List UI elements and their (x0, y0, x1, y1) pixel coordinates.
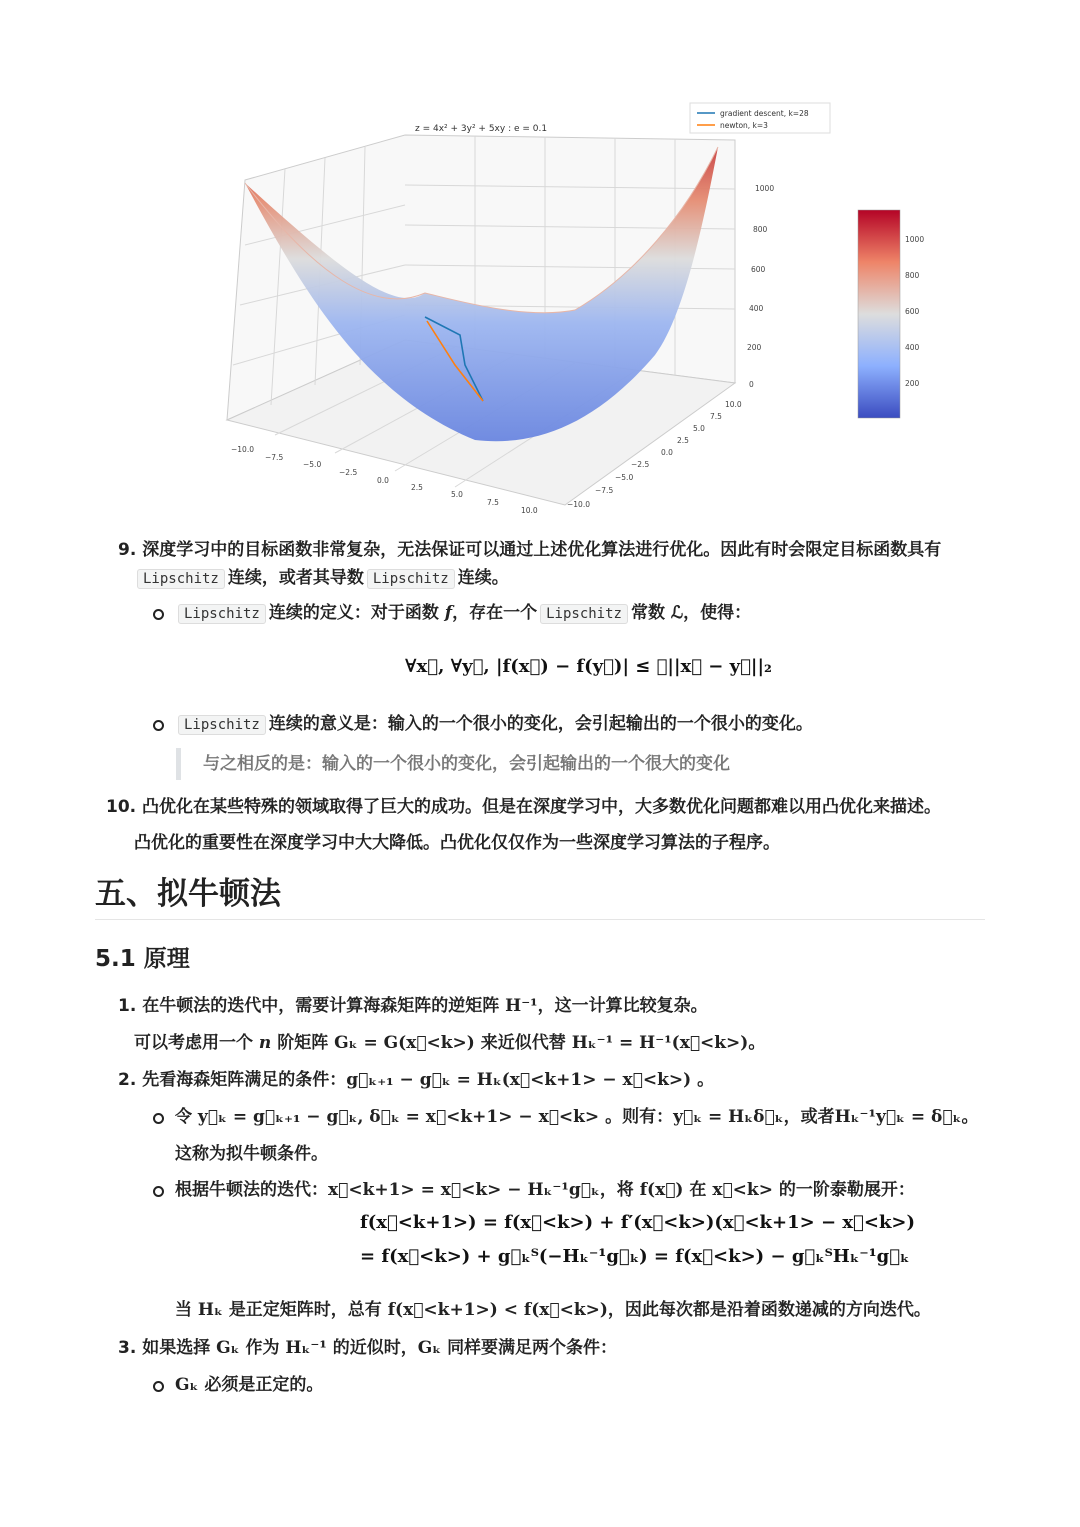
item9-sub1-c: 常数 (630, 603, 665, 623)
heading-rule (95, 919, 985, 920)
bullet-icon (153, 720, 164, 731)
item9-sub2-text: 连续的意义是：输入的一个很小的变化，会引起输出的一个很小的变化。 (268, 714, 813, 734)
svg-text:600: 600 (751, 265, 766, 274)
legend-gd: gradient descent, k=28 (720, 109, 809, 118)
lipschitz-code-e: Lipschitz (178, 715, 266, 735)
svg-text:0.0: 0.0 (661, 448, 673, 457)
math-yk-eq: y⃗ₖ = Hₖδ⃗ₖ (673, 1107, 784, 1127)
math-newton-iter: x⃗<k+1> = x⃗<k> − Hₖ⁻¹g⃗ₖ (328, 1180, 600, 1200)
math-yk-deltak: y⃗ₖ = g⃗ₖ₊₁ − g⃗ₖ, δ⃗ₖ = x⃗<k+1> − x⃗<k> (197, 1107, 600, 1127)
math-gk: Gₖ = G(x⃗<k>) (334, 1033, 475, 1053)
svg-text:10.0: 10.0 (521, 506, 538, 515)
subsection-heading: 5.1 原理 (95, 946, 190, 972)
p1-text-d: 阶矩阵 (277, 1033, 329, 1053)
p2-s3-text-c: ，因此每次都是沿着函数递减的方向迭代。 (607, 1300, 931, 1320)
p3-text-a: 如果选择 (142, 1338, 211, 1358)
p2-s2-text-c: 在 (689, 1180, 707, 1200)
taylor-eq2: = f(x⃗<k>) + g⃗ₖᵀ(−Hₖ⁻¹g⃗ₖ) = f(x⃗<k>) − g⃗ₖᵀHₖ⁻¹g⃗ₖ (360, 1246, 910, 1267)
svg-text:0: 0 (749, 380, 754, 389)
p2-s3-text-b: 是正定矩阵时，总有 (228, 1300, 382, 1320)
item9-line1 (118, 538, 941, 562)
p3-line1 (118, 1336, 617, 1360)
z-ticks (747, 184, 774, 389)
bullet-icon (153, 609, 164, 620)
p3-sub1 (175, 1373, 323, 1397)
surface-figure (215, 95, 925, 525)
item9-sub1-a: 连续的定义：对于函数 (268, 603, 439, 623)
item9-sub1-d: ，使得： (683, 603, 752, 623)
bullet-icon (153, 1113, 164, 1124)
svg-text:600: 600 (905, 307, 920, 316)
math-h-inverse: H⁻¹ (505, 996, 538, 1016)
figure-title: z = 4x² + 3y² + 5xy : e = 0.1 (415, 124, 548, 134)
math-gk-2: Gₖ (417, 1338, 442, 1358)
legend (690, 103, 830, 133)
lipschitz-code-c: Lipschitz (178, 604, 266, 624)
item9-number: 9. (118, 540, 137, 560)
surface-plot-svg (215, 95, 925, 525)
p1-text-c: 可以考虑用一个 (134, 1033, 253, 1053)
math-gk-1: Gₖ (216, 1338, 240, 1358)
svg-text:1000: 1000 (905, 235, 925, 244)
p2-s1-text-d: 。 (961, 1107, 979, 1127)
svg-text:2.5: 2.5 (677, 436, 689, 445)
colorbar (858, 210, 900, 418)
svg-text:800: 800 (905, 271, 920, 280)
item9-mid: 连续，或者其导数 (227, 568, 364, 588)
taylor-eq1: f(x⃗<k+1>) = f(x⃗<k>) + f′(x⃗<k>)(x⃗<k+1> − x⃗<k>) (360, 1212, 916, 1233)
svg-text:200: 200 (747, 343, 762, 352)
svg-text:1000: 1000 (755, 184, 775, 193)
item9-sub1 (175, 601, 751, 626)
svg-text:400: 400 (905, 343, 920, 352)
svg-text:−5.0: −5.0 (615, 473, 634, 482)
p2-s2-text-b: ，将 (599, 1180, 634, 1200)
p3-text-d: 同样要满足两个条件： (447, 1338, 618, 1358)
item10-number: 10. (106, 797, 137, 817)
p2-s2-text-d: 的一阶泰勒展开： (778, 1180, 915, 1200)
p2-text-a: 先看海森矩阵满足的条件： (142, 1070, 347, 1090)
svg-text:400: 400 (749, 304, 764, 313)
math-n: n (258, 1033, 272, 1053)
lipschitz-code-d: Lipschitz (540, 604, 628, 624)
p1-text-f: 。 (748, 1033, 766, 1053)
bullet-icon (153, 1186, 164, 1197)
math-f-decrease: f(x⃗<k+1>) < f(x⃗<k>) (387, 1300, 608, 1320)
math-hk: Hₖ (197, 1300, 223, 1320)
p2-text-b: 。 (697, 1070, 715, 1090)
p1-text-a: 在牛顿法的迭代中，需要计算海森矩阵的逆矩阵 (142, 996, 500, 1016)
svg-text:−5.0: −5.0 (303, 460, 322, 469)
blockquote-text: 与之相反的是：输入的一个很小的变化，会引起输出的一个很大的变化 (203, 754, 730, 774)
math-f: f (444, 603, 453, 623)
p2-line1 (118, 1068, 714, 1092)
p1-line1 (118, 994, 708, 1018)
svg-text:7.5: 7.5 (710, 412, 722, 421)
item10-text1: 凸优化在某些特殊的领域取得了巨大的成功。但是在深度学习中，大多数优化问题都难以用凸优化来描述。 (142, 797, 942, 817)
svg-text:−7.5: −7.5 (595, 486, 614, 495)
math-hinv-yk: Hₖ⁻¹y⃗ₖ = δ⃗ₖ (834, 1107, 962, 1127)
p2-s1-text-a: 令 (175, 1107, 192, 1127)
svg-text:5.0: 5.0 (693, 424, 705, 433)
item9-line2 (134, 566, 509, 591)
p1-number: 1. (118, 996, 137, 1016)
colorbar-ticks (905, 235, 924, 388)
math-gk-3: Gₖ (175, 1375, 199, 1395)
section-heading: 五、拟牛顿法 (95, 876, 281, 912)
p3-text-b: 作为 (245, 1338, 280, 1358)
math-hk-inverse: Hₖ⁻¹ = H⁻¹(x⃗<k>) (571, 1033, 749, 1053)
lipschitz-code-b: Lipschitz (367, 569, 455, 589)
svg-text:200: 200 (905, 379, 920, 388)
item10-line2: 凸优化的重要性在深度学习中大大降低。凸优化仅仅作为一些深度学习算法的子程序。 (134, 833, 780, 853)
p2-sub1-line1 (175, 1105, 978, 1129)
p2-number: 2. (118, 1070, 137, 1090)
item9-text1: 深度学习中的目标函数非常复杂，无法保证可以通过上述优化算法进行优化。因此有时会限定目标函数具有 (142, 540, 942, 560)
svg-text:10.0: 10.0 (725, 400, 742, 409)
math-hessian-condition: g⃗ₖ₊₁ − g⃗ₖ = Hₖ(x⃗<k+1> − x⃗<k>) (346, 1070, 692, 1090)
math-L: ℒ (670, 603, 684, 623)
p3-number: 3. (118, 1338, 137, 1358)
blockquote-bar (176, 748, 181, 780)
p3-s1-text: 必须是正定的。 (204, 1375, 324, 1395)
item9-sub2 (175, 712, 813, 737)
svg-text:−10.0: −10.0 (567, 500, 590, 509)
p1-text-e: 来近似代替 (480, 1033, 566, 1053)
svg-text:800: 800 (753, 225, 768, 234)
p2-s2-text-a: 根据牛顿法的迭代： (175, 1180, 328, 1200)
legend-newton: newton, k=3 (720, 121, 768, 130)
math-hk-inv-2: Hₖ⁻¹ (285, 1338, 327, 1358)
item9-end: 连续。 (457, 568, 509, 588)
p1-text-b: ，这一计算比较复杂。 (537, 996, 708, 1016)
svg-text:2.5: 2.5 (411, 483, 423, 492)
math-fx: f(x⃗) (639, 1180, 684, 1200)
lipschitz-formula: ∀x⃗, ∀y⃗, |f(x⃗) − f(y⃗)| ≤ ℒ||x⃗ − y⃗||₂ (405, 656, 772, 677)
p1-line2 (134, 1031, 765, 1055)
p2-sub1-line2: 这称为拟牛顿条件。 (175, 1144, 328, 1164)
p2-s1-text-b: 。则有： (605, 1107, 674, 1127)
svg-text:−10.0: −10.0 (231, 445, 254, 454)
svg-text:0.0: 0.0 (377, 476, 389, 485)
svg-text:5.0: 5.0 (451, 490, 463, 499)
item10-line1 (106, 795, 941, 819)
svg-text:7.5: 7.5 (487, 498, 499, 507)
bullet-icon (153, 1381, 164, 1392)
item9-sub1-b: ，存在一个 (452, 603, 538, 623)
lipschitz-code-a: Lipschitz (137, 569, 225, 589)
math-xk: x⃗<k> (712, 1180, 773, 1200)
p2-sub3 (175, 1298, 931, 1322)
p2-sub2-line1 (175, 1178, 915, 1202)
svg-text:−2.5: −2.5 (631, 460, 650, 469)
svg-text:−2.5: −2.5 (339, 468, 358, 477)
p3-text-c: 的近似时， (332, 1338, 418, 1358)
p2-s1-text-c: ，或者 (783, 1107, 835, 1127)
svg-text:−7.5: −7.5 (265, 453, 284, 462)
p2-s3-text-a: 当 (175, 1300, 192, 1320)
